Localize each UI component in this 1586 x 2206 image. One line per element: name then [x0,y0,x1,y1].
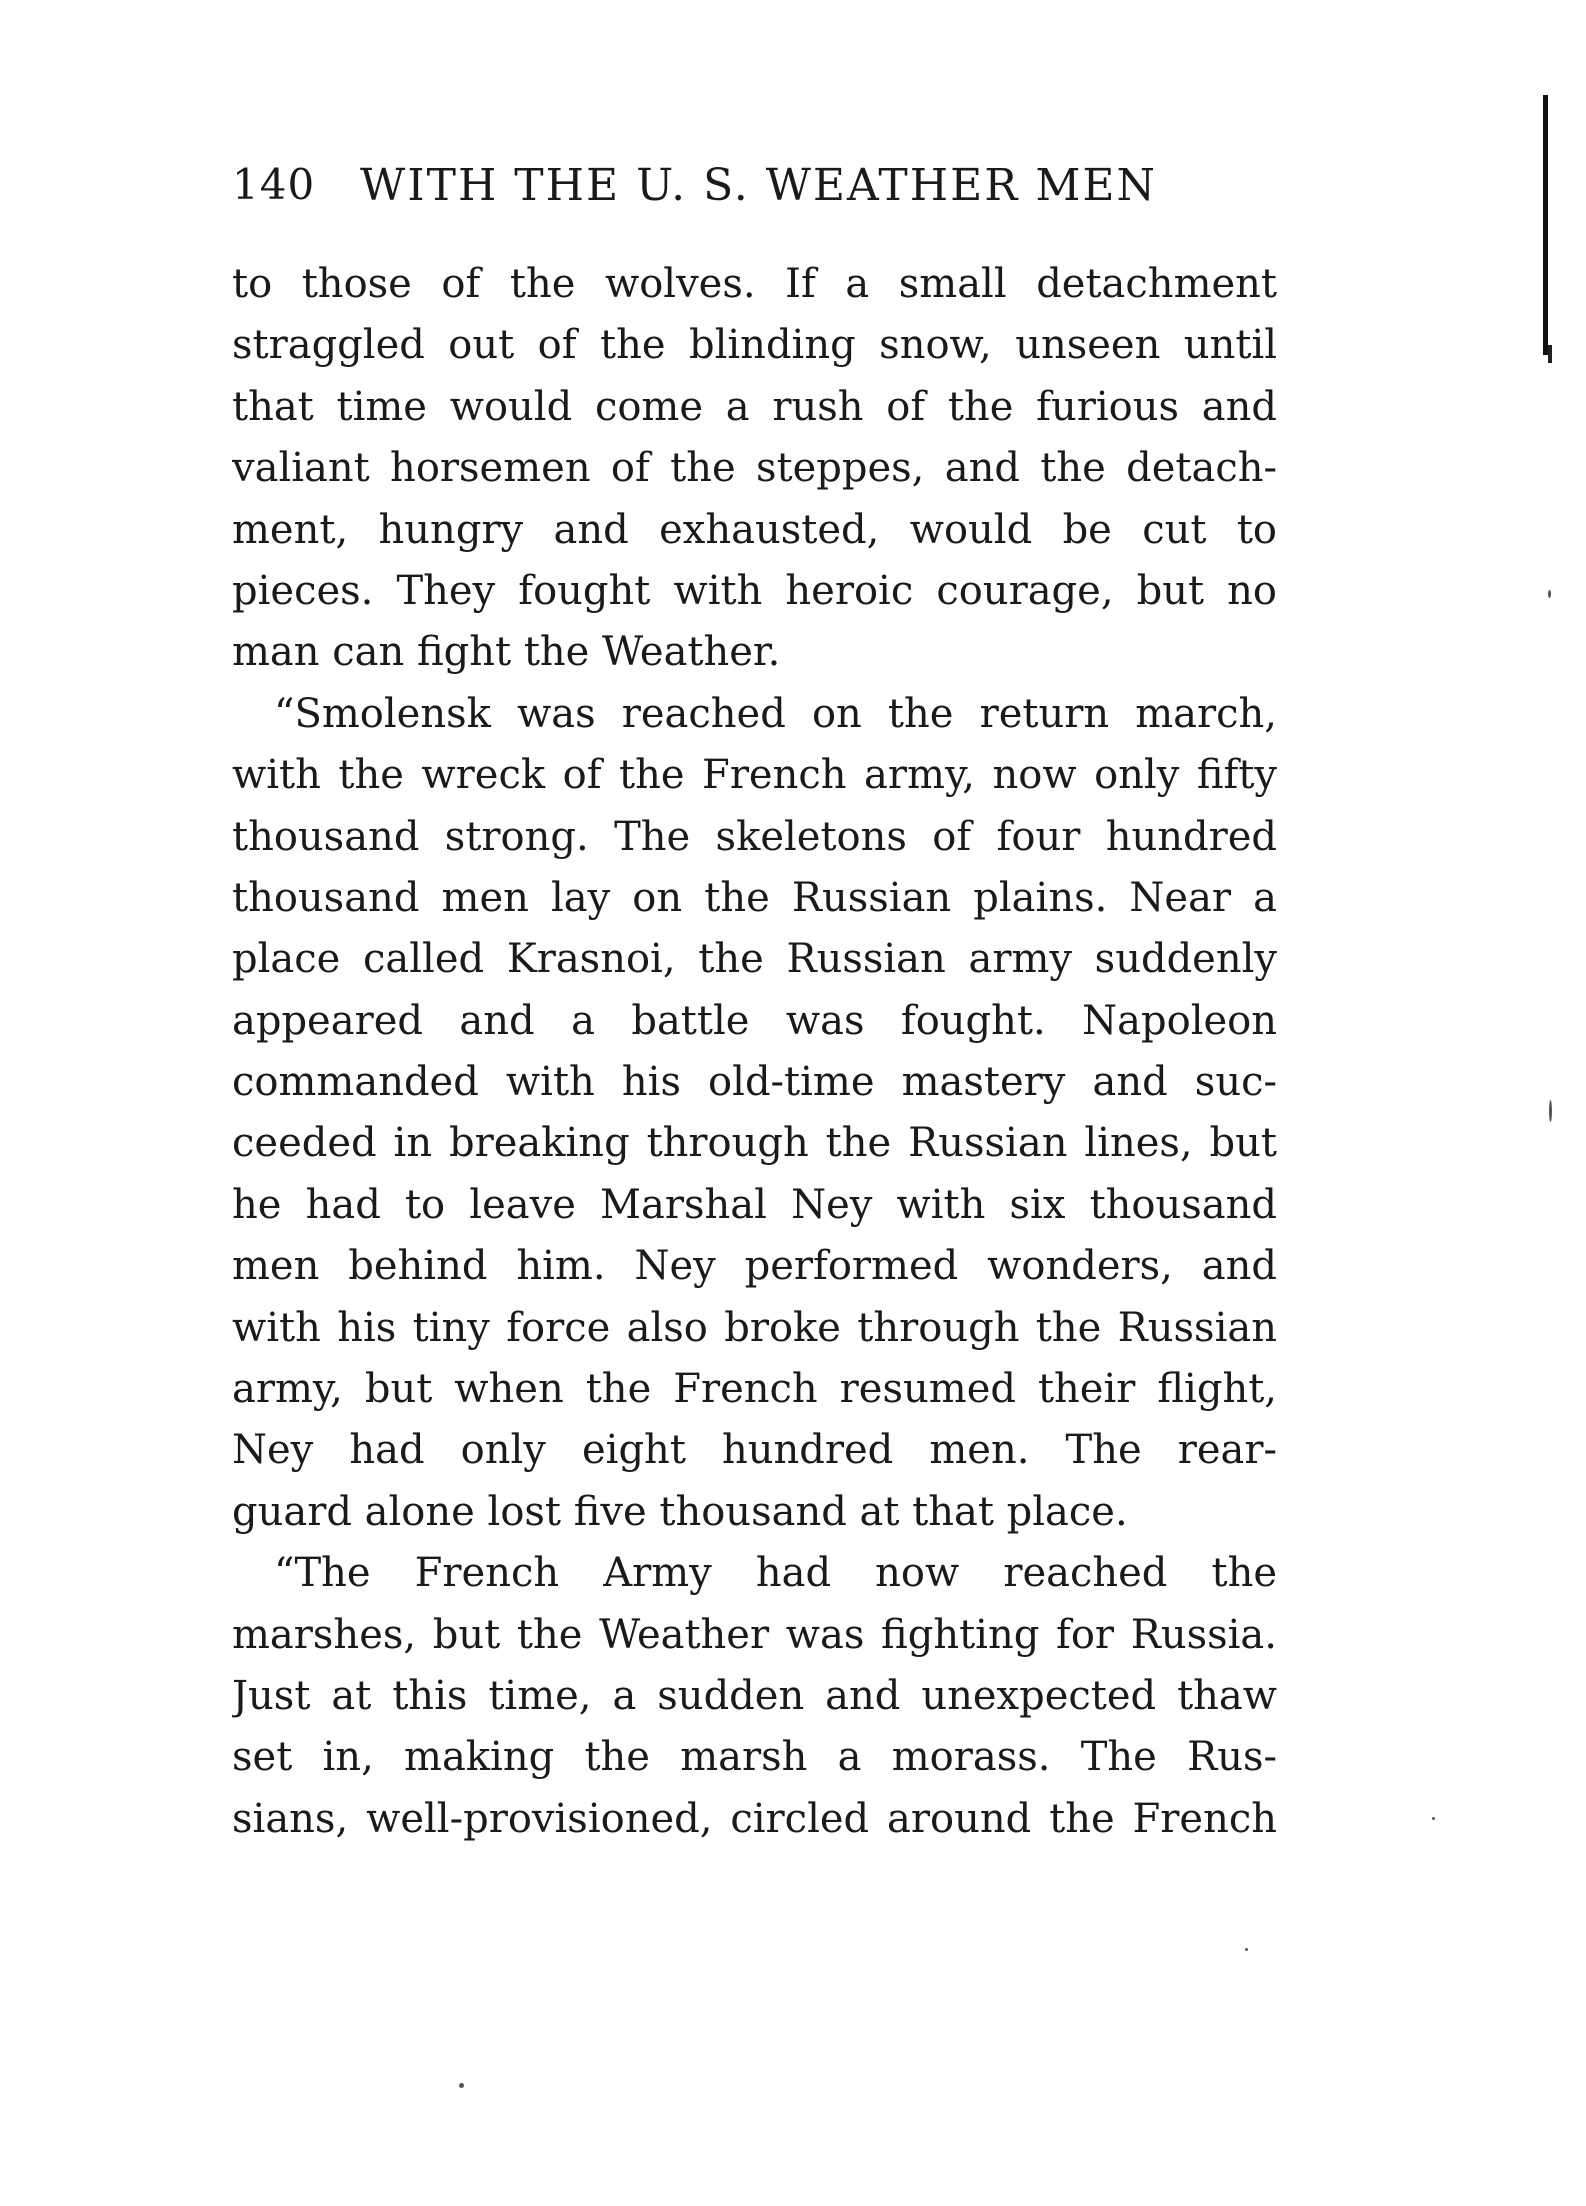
text-line: men behind him. Ney performed wonders, and [232,1243,1277,1290]
text-line: man can fight the Weather. [232,629,781,676]
text-line: straggled out of the blinding snow, unseen until [232,322,1277,369]
scan-speck [1548,590,1551,598]
text-line: pieces. They fought with heroic courage, but no [232,567,1277,614]
text-line: Ney had only eight hundred men. The rear- [232,1427,1277,1474]
text-line: Just at this time, a sudden and unexpected thaw [232,1672,1277,1719]
text-line: ceeded in breaking through the Russian lines, but [232,1120,1277,1167]
text-line: thousand strong. The skeletons of four hundred [232,813,1277,860]
text-line: sians, well-provisioned, circled around the French [232,1795,1277,1842]
text-line: valiant horsemen of the steppes, and the detach- [232,445,1277,492]
body-text [232,254,1277,1850]
margin-rule [1543,95,1548,355]
text-line: guard alone lost five thousand at that place. [232,1488,1128,1535]
text-line: ment, hungry and exhausted, would be cut to [232,506,1277,553]
page-number: 140 [232,160,316,209]
scan-speck [459,2083,464,2088]
text-line: that time would come a rush of the furious and [232,383,1277,430]
text-line: place called Krasnoi, the Russian army suddenly [232,936,1277,983]
running-title: WITH THE U. S. WEATHER MEN [360,160,1158,211]
text-line: with the wreck of the French army, now only fifty [232,752,1277,799]
text-line: marshes, but the Weather was fighting for Russia. [232,1611,1277,1658]
text-line: appeared and a battle was fought. Napoleon [232,997,1277,1044]
text-line: with his tiny force also broke through the Russian [232,1304,1277,1351]
text-line: “The French Army had now reached the [274,1550,1277,1597]
scan-speck [1549,1100,1552,1122]
text-line: “Smolensk was reached on the return march, [274,690,1277,737]
scan-speck [1245,1948,1248,1951]
text-line: to those of the wolves. If a small detachment [232,261,1277,307]
text-line: army, but when the French resumed their flight, [232,1366,1277,1413]
text-line: thousand men lay on the Russian plains. Near a [232,874,1277,921]
text-line: he had to leave Marshal Ney with six thousand [232,1181,1277,1228]
text-line: set in, making the marsh a morass. The Rus- [232,1734,1277,1781]
scan-speck [1432,1817,1435,1820]
page-header [232,160,1282,230]
text-line: commanded with his old-time mastery and suc- [232,1059,1277,1106]
margin-tick [1548,345,1552,363]
